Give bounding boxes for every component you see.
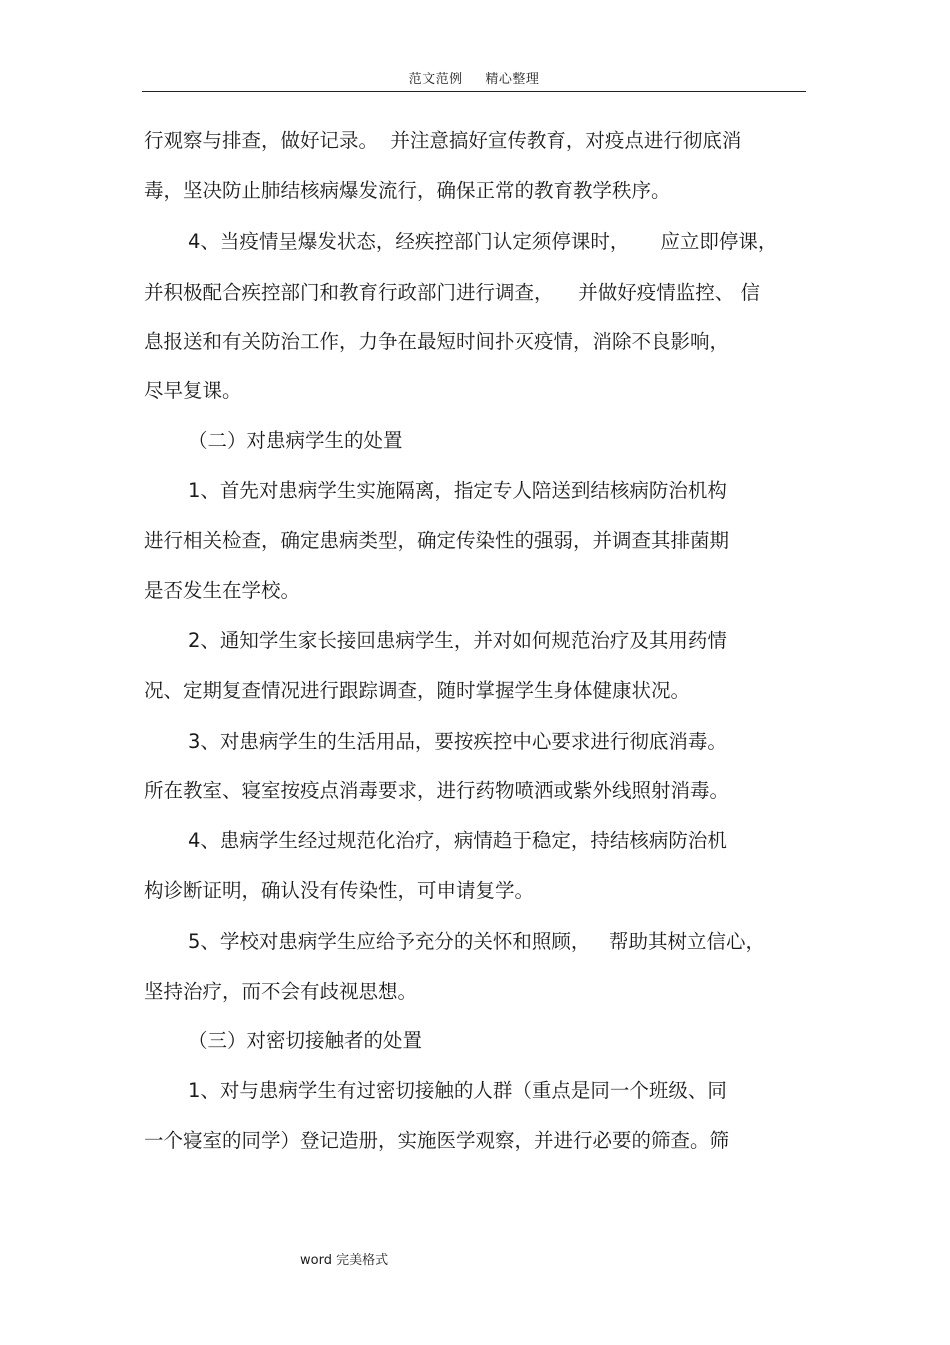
body-line: 行观察与排查，做好记录。 并注意搞好宣传教育，对疫点进行彻底消 bbox=[144, 129, 742, 152]
body-line: 进行相关检查，确定患病类型，确定传染性的强弱，并调查其排菌期 bbox=[144, 529, 730, 552]
body-line: 4、患病学生经过规范化治疗，病情趋于稳定，持结核病防治机 bbox=[188, 829, 727, 852]
body-line: 3、对患病学生的生活用品，要按疾控中心要求进行彻底消毒。 bbox=[188, 730, 727, 753]
body-line: 5、学校对患病学生应给予充分的关怀和照顾， 帮助其树立信心， bbox=[188, 930, 766, 953]
body-line: 4、当疫情呈爆发状态，经疾控部门认定须停课时， 应立即停课， bbox=[188, 230, 778, 253]
body-line: 毒，坚决防止肺结核病爆发流行，确保正常的教育教学秩序。 bbox=[144, 179, 671, 202]
body-line: 构诊断证明，确认没有传染性，可申请复学。 bbox=[144, 879, 535, 902]
body-line: 况、定期复查情况进行跟踪调查，随时掌握学生身体健康状况。 bbox=[144, 679, 691, 702]
body-line: 尽早复课。 bbox=[144, 379, 242, 402]
section-heading: （三）对密切接触者的处置 bbox=[188, 1029, 423, 1052]
body-line: 息报送和有关防治工作，力争在最短时间扑灭疫情，消除不良影响， bbox=[144, 330, 730, 353]
body-line: 并积极配合疾控部门和教育行政部门进行调查， 并做好疫情监控、 信 bbox=[144, 281, 760, 304]
header-right-text: 精心整理 bbox=[485, 72, 540, 87]
body-line: 所在教室、寝室按疫点消毒要求，进行药物喷洒或紫外线照射消毒。 bbox=[144, 779, 730, 802]
section-heading: （二）对患病学生的处置 bbox=[188, 429, 403, 452]
page-header bbox=[142, 68, 806, 87]
header-left-text: 范文范例 bbox=[408, 72, 463, 87]
body-line: 一个寝室的同学）登记造册，实施医学观察，并进行必要的筛查。筛 bbox=[144, 1129, 730, 1152]
body-line: 1、首先对患病学生实施隔离，指定专人陪送到结核病防治机构 bbox=[188, 479, 727, 502]
body-line: 是否发生在学校。 bbox=[144, 579, 301, 602]
header-divider bbox=[142, 91, 806, 92]
page-footer: word 完美格式 bbox=[300, 1253, 389, 1268]
body-line: 1、对与患病学生有过密切接触的人群（重点是同一个班级、同 bbox=[188, 1079, 727, 1102]
body-line: 2、通知学生家长接回患病学生，并对如何规范治疗及其用药情 bbox=[188, 629, 727, 652]
body-line: 坚持治疗，而不会有歧视思想。 bbox=[144, 980, 418, 1003]
